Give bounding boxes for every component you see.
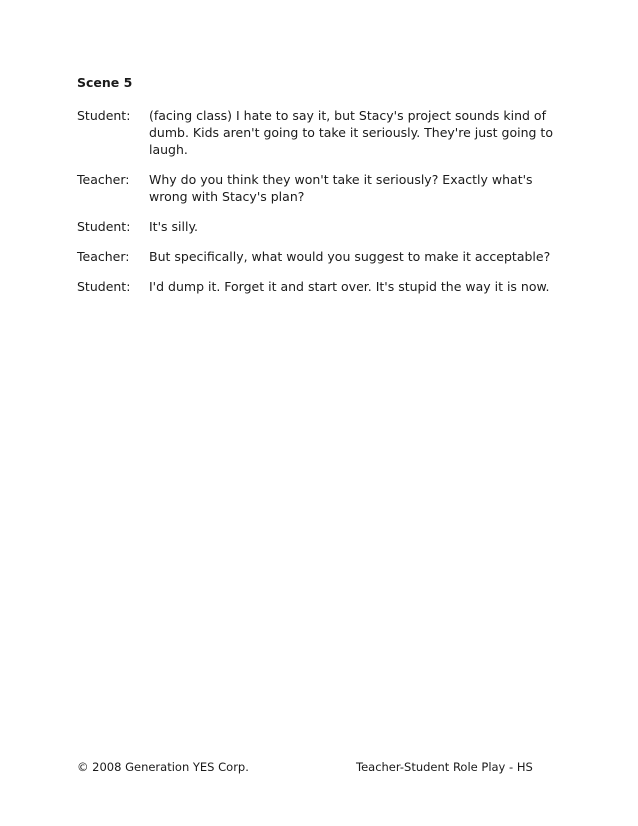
dialogue <box>77 107 567 308</box>
speaker-label: Teacher: <box>77 249 130 264</box>
dialogue-line <box>77 171 567 205</box>
speaker-label: Teacher: <box>77 172 130 187</box>
dialogue-line <box>77 107 567 158</box>
dialogue-line <box>77 278 567 295</box>
speech-text: I'd dump it. Forget it and start over. It's stupid the way it is now. <box>149 279 550 294</box>
speech-text: But specifically, what would you suggest to make it acceptable? <box>149 249 551 264</box>
speaker-label: Student: <box>77 108 131 123</box>
scene-title: Scene 5 <box>77 75 133 90</box>
footer-copyright: © 2008 Generation YES Corp. <box>77 760 249 774</box>
speech-text: It's silly. <box>149 219 199 234</box>
dialogue-line <box>77 248 567 265</box>
speaker-label: Student: <box>77 219 131 234</box>
footer-document-title: Teacher-Student Role Play - HS <box>356 760 533 774</box>
speech-text: (facing class) I hate to say it, but Stacy's project sounds kind of dumb. Kids aren't going to take it seriously. They're just going to laugh. <box>149 108 553 157</box>
dialogue-line <box>77 218 567 235</box>
speaker-label: Student: <box>77 279 131 294</box>
speech-text: Why do you think they won't take it seriously? Exactly what's wrong with Stacy's plan? <box>149 172 533 204</box>
